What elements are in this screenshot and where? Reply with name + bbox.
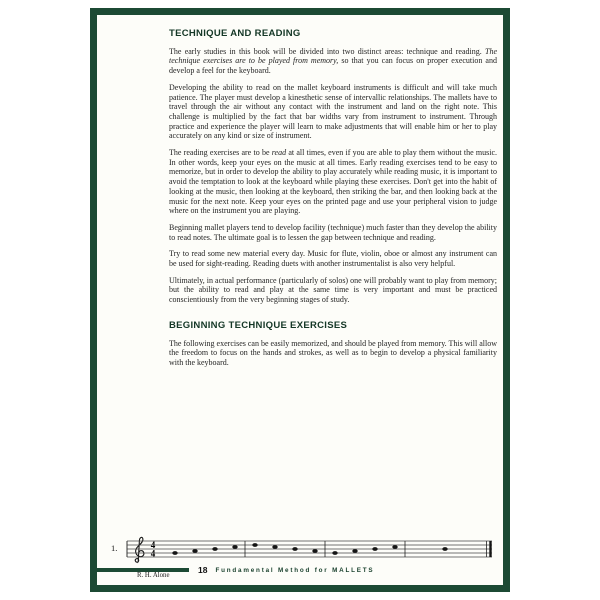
section-technique-and-reading [169,29,497,305]
section-heading: TECHNIQUE AND READING [169,28,301,39]
section-paragraphs [169,339,497,368]
footer-rule [97,568,189,572]
exercise-number: 1. [111,543,118,553]
time-signature-top: 4 [150,540,156,550]
paragraph: The following exercises can be easily memorized, and should be played from memory. This will allow the freedom to focus on the hands and strokes, as well as to begin to develop a physical familiarity with the keyboard. [169,338,497,367]
page-content [169,29,497,375]
note [312,549,317,553]
note [292,547,297,551]
note [212,547,217,551]
paragraph: Developing the ability to read on the mallet keyboard instruments is difficult and will take much patience. The player must develop a kinesthetic sense of intervallic relationships. The mallets have to travel through the air without any contact with the instrument and land on the right note. This challenge is multiplied by the fact that bar widths vary from instrument to instrument. Through practice and experience the player will learn to make adjustments that will enable him or her to play accurately on any kind or size of instrument. [169,82,497,141]
note [192,549,197,553]
note [172,551,177,555]
paragraph: The early studies in this book will be divided into two distinct areas: technique and reading. The technique exercises are to be played from memory, so that you can focus on proper execution and develop a feel for the keyboard. [169,46,497,76]
paragraph: Try to read some new material every day. Music for flute, violin, oboe or almost any instrument can be used for sight-reading. Reading duets with another instrumentalist is also very helpful. [169,249,497,269]
section-heading: BEGINNING TECHNIQUE EXERCISES [169,319,348,331]
exercise-hand-label: R. H. Alone [137,572,170,579]
note [232,545,237,549]
book-page [90,8,510,592]
note [442,547,447,551]
paragraph: The reading exercises are to be read at all times, even if you are able to play them without the music. In other words, keep your eyes on the music at all times. Early reading exercises tend to be easy to memorize, but in order to develop the ability to play accurately while reading music, it is important to avoid the temptation to look at the keyboard while playing these exercises. Don't get into the habit of looking at the music, then looking at the keyboard, then striking the bar, and then looking back at the music for the next note. Keep your eyes on the printed page and use your peripheral vision to judge where on the instrument you are playing. [169,148,497,216]
section-paragraphs [169,47,497,305]
time-signature-bottom: 4 [150,548,156,559]
note [272,545,277,549]
note [372,547,377,551]
note [252,543,257,547]
section-beginning-technique-exercises [169,321,497,368]
paragraph: Ultimately, in actual performance (particularly of solos) one will probably want to play from memory; but the ability to read and play at the same time is very important and must be practiced conscientiously from the very beginning stages of study. [169,275,497,305]
note [332,551,337,555]
book-title: Fundamental Method for MALLETS [215,566,375,574]
paragraph: Beginning mallet players tend to develop facility (technique) much faster than they develop the ability to read notes. The ultimate goal is to lessen the gap between technique and reading. [169,222,497,242]
page-number: 18 [198,565,208,575]
page-footer [97,565,503,575]
note [352,549,357,553]
note [392,545,397,549]
